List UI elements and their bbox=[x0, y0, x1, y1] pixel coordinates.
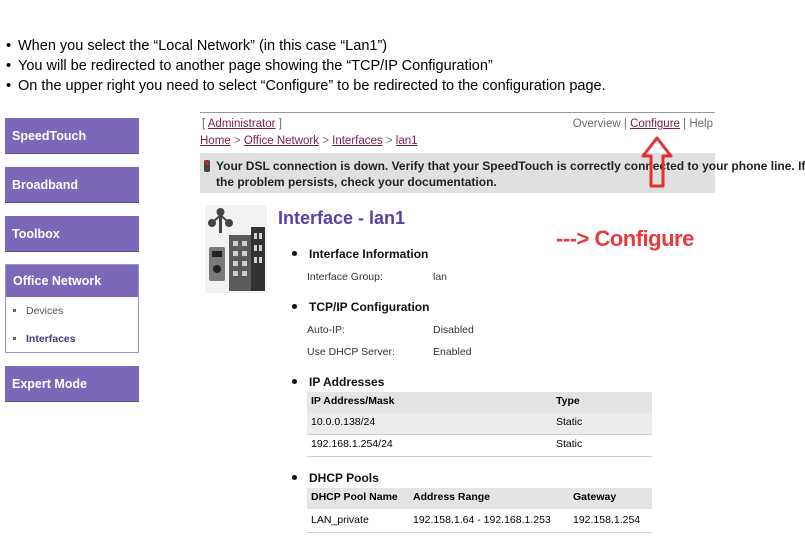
sidebar-subitem-interfaces[interactable]: Interfaces bbox=[6, 325, 138, 353]
bullet-item: • When you select the “Local Network” (in this case “Lan1”) bbox=[6, 38, 388, 54]
auto-ip-value: Disabled bbox=[433, 324, 474, 336]
dhcp-pools-table bbox=[307, 488, 652, 533]
overview-link[interactable]: Overview bbox=[572, 118, 621, 130]
interface-group-label: Interface Group: bbox=[307, 271, 383, 283]
sidebar-item-speedtouch[interactable]: SpeedTouch bbox=[5, 118, 139, 154]
section-interface-information: Interface Information bbox=[288, 247, 428, 261]
interface-group-value: lan bbox=[433, 271, 448, 283]
bullet-icon bbox=[292, 304, 297, 309]
configure-callout: ---> Configure bbox=[556, 226, 694, 251]
bullet-icon bbox=[292, 251, 297, 256]
configure-link[interactable]: Configure bbox=[630, 118, 680, 130]
breadcrumb: Home > Office Network > Interfaces > lan1 bbox=[200, 135, 418, 147]
bullet-item: • You will be redirected to another page showing the “TCP/IP Configuration” bbox=[6, 58, 493, 74]
table-row: 10.0.0.138/24 Static bbox=[307, 413, 652, 435]
breadcrumb-office-network[interactable]: Office Network bbox=[243, 135, 320, 147]
bullet-square-icon bbox=[13, 309, 16, 312]
section-ip-addresses: IP Addresses bbox=[288, 375, 384, 389]
instructions bbox=[6, 36, 718, 96]
table-header: IP Address/Mask Type bbox=[307, 392, 652, 413]
divider bbox=[200, 112, 715, 113]
sidebar-item-broadband-connection[interactable]: Broadband bbox=[5, 167, 139, 203]
breadcrumb-lan1[interactable]: lan1 bbox=[395, 135, 418, 147]
ip-addresses-table bbox=[307, 392, 652, 457]
breadcrumb-interfaces[interactable]: Interfaces bbox=[332, 135, 383, 147]
auto-ip-label: Auto-IP: bbox=[307, 324, 345, 336]
table-header: DHCP Pool Name Address Range Gateway bbox=[307, 488, 652, 509]
sidebar-office-network-panel bbox=[5, 264, 139, 353]
table-row: LAN_private 192.158.1.64 - 192.168.1.253 192.158.1.254 bbox=[307, 509, 652, 533]
table-row: 192.168.1.254/24 Static bbox=[307, 435, 652, 457]
sidebar-subitem-devices[interactable]: Devices bbox=[6, 297, 138, 325]
dsl-warning-banner: Your DSL connection is down. Verify that your SpeedTouch is correctly connected to your phone line. If the problem persists, check your documentation. bbox=[200, 153, 715, 193]
bullet-square-icon bbox=[13, 337, 16, 340]
section-tcpip-configuration: TCP/IP Configuration bbox=[288, 300, 429, 314]
section-dhcp-pools: DHCP Pools bbox=[288, 471, 379, 485]
help-link[interactable]: Help bbox=[689, 118, 713, 130]
administrator-link[interactable]: Administrator bbox=[207, 118, 276, 130]
status-light-icon bbox=[204, 160, 210, 172]
page-title: Interface - lan1 bbox=[278, 208, 406, 228]
top-navigation bbox=[200, 112, 715, 152]
dhcp-server-label: Use DHCP Server: bbox=[307, 346, 395, 358]
bullet-icon bbox=[292, 475, 297, 480]
bullet-item: • On the upper right you need to select “Configure” to be redirected to the configuration page. bbox=[6, 78, 606, 94]
breadcrumb-home[interactable]: Home bbox=[200, 135, 231, 147]
user-bar: [ Administrator ] Overview | Configure | Help bbox=[202, 118, 713, 130]
bullet-icon bbox=[292, 379, 297, 384]
sidebar-item-office-network[interactable]: Office Network bbox=[6, 265, 138, 297]
up-arrow-annotation-icon bbox=[640, 135, 674, 189]
dhcp-server-value: Enabled bbox=[433, 346, 472, 358]
network-interface-icon bbox=[205, 205, 267, 293]
sidebar-item-toolbox[interactable]: Toolbox bbox=[5, 216, 139, 252]
sidebar-item-expert-mode[interactable]: Expert Mode bbox=[5, 366, 139, 402]
